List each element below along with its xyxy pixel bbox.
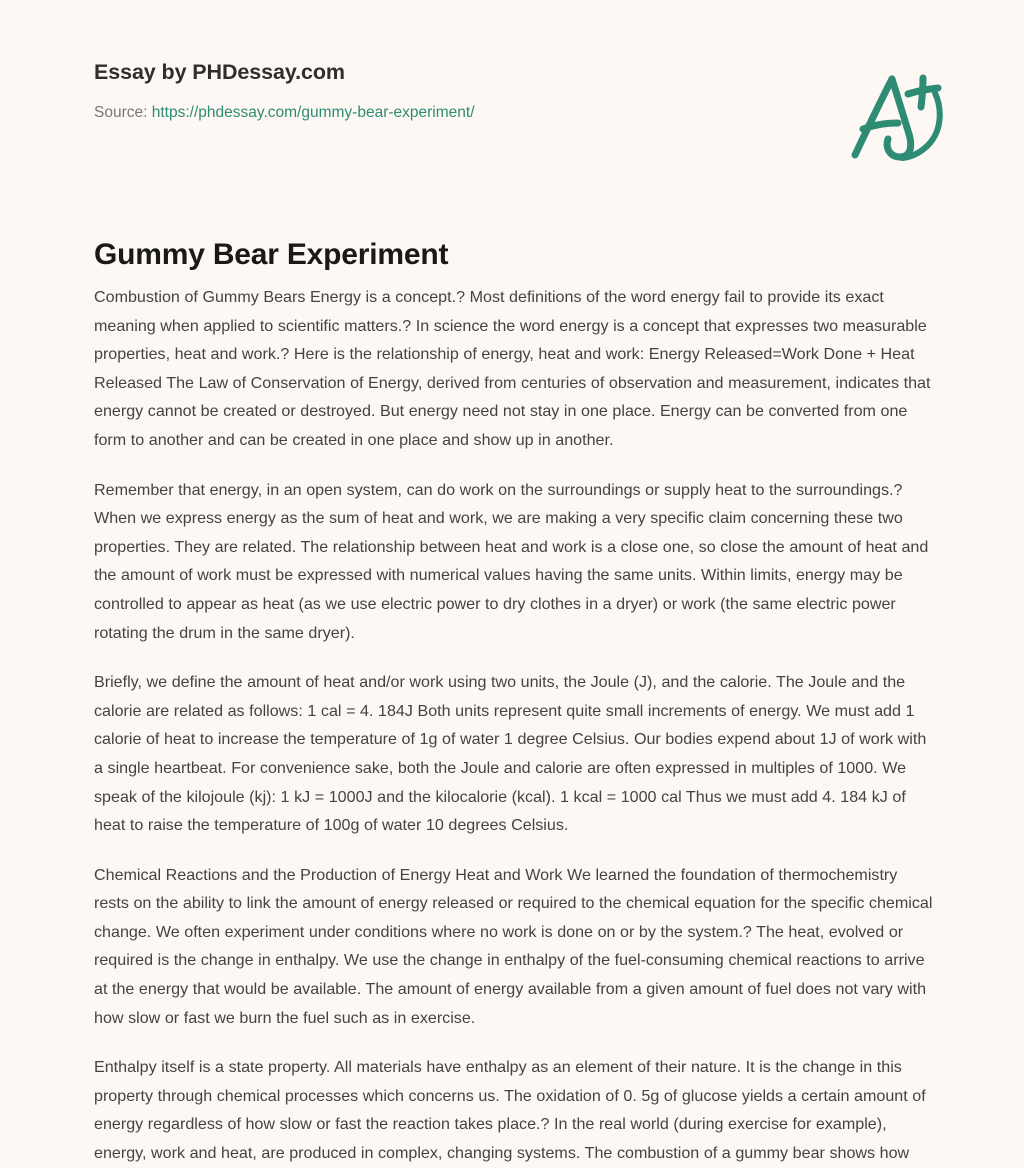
- source-url-link[interactable]: https://phdessay.com/gummy-bear-experiment/: [151, 103, 475, 121]
- source-label: Source:: [94, 103, 148, 121]
- paragraph: Remember that energy, in an open system, can do work on the surroundings or supply heat to the surroundings.? When we express energy as the sum of heat and work, we are making a very specific claim concerning these two properties. They are related. The relationship between heat and work is a close one, so close the amount of heat and the amount of work must be expressed with numerical values having the same units. Within limits, energy may be controlled to appear as heat (as we use electric power to dry clothes in a dryer) or work (the same electric power rotating the drum in the same dryer).: [94, 480, 929, 642]
- page-header: [94, 60, 934, 123]
- paragraph: Briefly, we define the amount of heat and/or work using two units, the Joule (J), and the calorie. The Joule and the calorie are related as follows: 1 cal = 4. 184J Both units represent quite small increments of energy. We must add 1 calorie of heat to increase the temperature of 1g of water 1 degree Celsius. Our bodies expend about 1J of work with a single heartbeat. For convenience sake, both the Joule and calorie are often expressed in multiples of 1000. We speak of the kilojoule (kj): 1 kJ = 1000J and the kilocalorie (kcal). 1 kcal = 1000 cal Thus we must add 4. 184 kJ of heat to raise the temperature of 100g of water 10 degrees Celsius.: [94, 673, 927, 835]
- paragraph: Combustion of Gummy Bears Energy is a concept.? Most definitions of the word energy fail to provide its exact meaning when applied to scientific matters.? In science the word energy is a concept that expresses two measurable properties, heat and work.? Here is the relationship of energy, heat and work: Energy Released=Work Done + Heat Released The Law of Conservation of Energy, derived from centuries of observation and measurement, indicates that energy cannot be created or destroyed. But energy need not stay in one place. Energy can be converted from one form to another and can be created in one place and show up in another.: [94, 288, 931, 449]
- aplus-logo: [842, 66, 952, 166]
- brand-heading: Essay by PHDessay.com: [94, 60, 345, 84]
- essay-body: [94, 283, 936, 1168]
- aplus-logo-icon: [842, 66, 952, 166]
- paragraph: Enthalpy itself is a state property. All materials have enthalpy as an element of their nature. It is the change in this property through chemical processes which concerns us. The oxidation of 0. 5g of glucose yields a certain amount of energy regardless of how slow or fast the reaction takes place.? In the real world (during exercise for example), energy, work and heat, are produced in complex, changing systems. The combustion of a gummy bear shows how: [94, 1058, 926, 1163]
- page-title: Gummy Bear Experiment: [94, 238, 449, 272]
- source-line: [94, 103, 934, 123]
- paragraph: Chemical Reactions and the Production of Energy Heat and Work We learned the foundation of thermochemistry rests on the ability to link the amount of energy released or required to the chemical equation for the specific chemical change. We often experiment under conditions where no work is done on or by the system.? The heat, evolved or required is the change in enthalpy. We use the change in enthalpy of the fuel-consuming chemical reactions to arrive at the energy that would be available. The amount of energy available from a given amount of fuel does not vary with how slow or fast we burn the fuel such as in exercise.: [94, 865, 933, 1027]
